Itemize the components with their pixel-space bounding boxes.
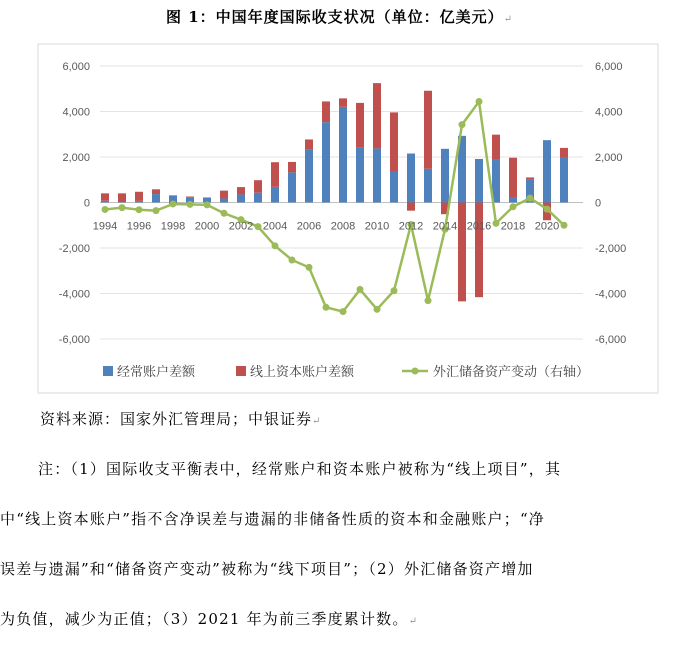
capital-account-bar [390, 112, 398, 171]
capital-account-bar [220, 191, 228, 199]
capital-account-bar [186, 197, 194, 198]
reserve-change-point [425, 297, 432, 304]
current-account-bar [560, 157, 568, 203]
reserve-change-point [102, 206, 109, 213]
note-line-4: 为负值，减少为正值；（3）2021 年为前三季度累计数。↵ [0, 610, 419, 628]
capital-account-bar [322, 101, 330, 122]
capital-account-bar [305, 139, 313, 149]
y-left-tick-label: -4,000 [58, 288, 90, 301]
capital-account-bar [152, 189, 160, 194]
y-left-tick-label: 2,000 [62, 152, 90, 164]
reserve-change-point [289, 256, 296, 263]
legend-swatch-current-account [103, 366, 113, 376]
y-right-tick-label: -4,000 [595, 288, 627, 301]
reserve-change-point [323, 304, 330, 311]
capital-account-bar [407, 203, 415, 211]
x-tick-label: 2006 [296, 220, 322, 233]
y-left-tick-label: -6,000 [58, 334, 90, 346]
legend-marker-reserve-change [412, 368, 419, 375]
reserve-change-point [493, 220, 500, 227]
current-account-bar [339, 107, 347, 203]
capital-account-bar [492, 135, 500, 160]
legend-label-capital-account: 线上资本账户差额 [250, 365, 355, 380]
reserve-change-point [476, 98, 483, 105]
y-left-tick-label: 0 [83, 197, 90, 210]
reserve-change-point [544, 206, 551, 213]
y-right-tick-label: -2,000 [595, 243, 627, 255]
legend-label-reserve-change: 外汇储备资产变动（右轴） [433, 365, 590, 380]
x-tick-label: 2014 [432, 220, 458, 233]
capital-account-bar [254, 180, 262, 192]
y-left-tick-label: 4,000 [62, 106, 90, 119]
current-account-bar [101, 201, 109, 203]
current-account-bar [288, 172, 296, 202]
reserve-change-point [340, 308, 347, 315]
reserve-change-point [119, 204, 126, 211]
y-right-tick-label: 6,000 [595, 61, 623, 73]
current-account-bar [254, 193, 262, 203]
capital-account-bar [458, 203, 466, 302]
x-tick-label: 2016 [466, 220, 492, 233]
source-line: 资料来源：国家外汇管理局；中银证券↵ [40, 410, 322, 428]
reserve-change-point [527, 195, 534, 202]
note-line-3: 误差与遗漏”和“储备资产变动”被称为“线下项目”；（2）外汇储备资产增加 [0, 560, 534, 578]
current-account-bar [390, 172, 398, 203]
legend-swatch-capital-account [236, 366, 246, 376]
capital-account-bar [101, 193, 109, 200]
current-account-bar [441, 149, 449, 203]
note-line-2: 中“线上资本账户”指不含净误差与遗漏的非储备性质的资本和金融账户；“净 [0, 510, 546, 528]
reserve-change-point [255, 223, 262, 230]
reserve-change-point [170, 200, 177, 207]
capital-account-bar [271, 162, 279, 187]
y-left-tick-label: -2,000 [58, 243, 90, 255]
x-tick-label: 1998 [160, 220, 186, 233]
reserve-change-point [204, 201, 211, 208]
chart-frame [38, 44, 658, 393]
x-tick-label: 2002 [228, 220, 254, 233]
capital-account-bar [339, 98, 347, 106]
capital-account-bar [424, 91, 432, 169]
reserve-change-point [374, 306, 381, 313]
current-account-bar [475, 159, 483, 203]
reserve-change-point [459, 121, 466, 128]
capital-account-bar [475, 203, 483, 298]
x-tick-label: 1996 [126, 220, 152, 233]
reserve-change-point [221, 210, 228, 217]
x-tick-label: 2008 [330, 220, 356, 233]
current-account-bar [322, 122, 330, 202]
reserve-change-point [136, 206, 143, 213]
current-account-bar [152, 194, 160, 202]
capital-account-bar [509, 158, 517, 197]
current-account-bar [509, 197, 517, 202]
reserve-change-point [561, 222, 568, 229]
capital-account-bar [560, 148, 568, 157]
x-tick-label: 2000 [194, 220, 220, 233]
current-account-bar [220, 199, 228, 203]
capital-account-bar [135, 192, 143, 201]
reserve-change-point [510, 203, 517, 210]
x-tick-label: 2020 [534, 220, 560, 233]
chart-caption: 图 1：中国年度国际收支状况（单位：亿美元）↵ [165, 8, 514, 26]
reserve-change-point [306, 264, 313, 271]
y-right-tick-label: 0 [595, 197, 602, 210]
current-account-bar [424, 169, 432, 203]
capital-account-bar [118, 193, 126, 202]
capital-account-bar [526, 177, 534, 179]
capital-account-bar [237, 187, 245, 194]
x-tick-label: 2004 [262, 220, 288, 233]
reserve-change-point [187, 201, 194, 208]
current-account-bar [135, 201, 143, 203]
capital-account-bar [356, 103, 364, 147]
capital-account-bar [373, 83, 381, 148]
legend-label-current-account: 经常账户差额 [117, 365, 196, 380]
x-tick-label: 2018 [500, 220, 526, 233]
current-account-bar [356, 147, 364, 202]
y-right-tick-label: 4,000 [595, 106, 623, 119]
current-account-bar [373, 148, 381, 202]
y-right-tick-label: 2,000 [595, 152, 623, 164]
reserve-change-point [153, 207, 160, 214]
y-right-tick-label: -6,000 [595, 334, 627, 346]
reserve-change-point [272, 242, 279, 249]
x-tick-label: 1994 [92, 220, 118, 233]
current-account-bar [407, 153, 415, 202]
capital-account-bar [288, 162, 296, 172]
current-account-bar [271, 187, 279, 203]
current-account-bar [305, 150, 313, 203]
current-account-bar [543, 140, 551, 202]
x-tick-label: 2010 [364, 220, 390, 233]
capital-account-bar [203, 197, 211, 198]
reserve-change-point [357, 286, 364, 293]
reserve-change-point [391, 287, 398, 294]
note-line-1: 注：（1）国际收支平衡表中，经常账户和资本账户被称为“线上项目”，其 [38, 460, 562, 478]
x-tick-label: 2012 [398, 220, 424, 233]
current-account-bar [118, 202, 126, 203]
y-left-tick-label: 6,000 [62, 61, 90, 73]
current-account-bar [237, 194, 245, 202]
